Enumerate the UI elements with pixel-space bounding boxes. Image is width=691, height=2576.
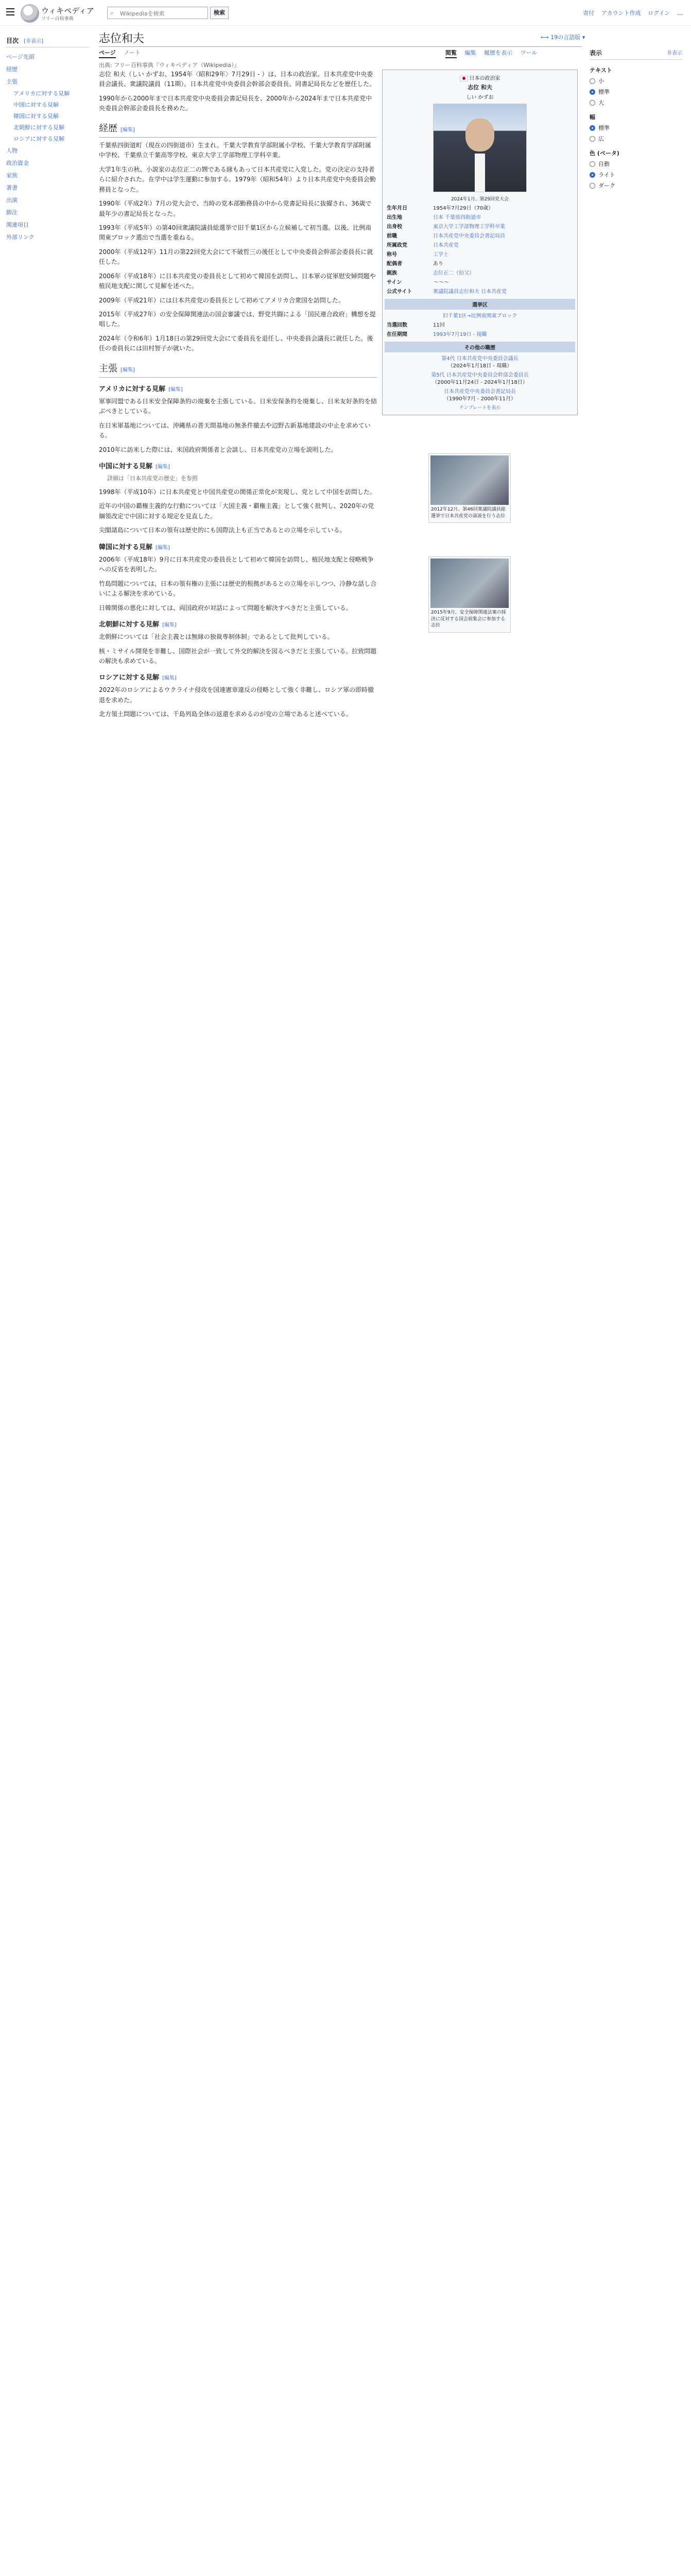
site-sub: 出典: フリー百科事典『ウィキペディア（Wikipedia）』 (99, 62, 240, 69)
views-paragraph: 日韓関係の悪化に対しては、両国政府が対話によって問題を解決すべきだと主張している。 (99, 604, 352, 612)
career-paragraph: 2006年（平成18年）に日本共産党の委員長として初めて韓国を訪問し、日本軍の従軍慰安婦問題や植民地支配に関して見解を述べた。 (99, 272, 376, 290)
infobox-row: 当選回数 11回 (387, 323, 445, 328)
edit-section-link[interactable]: [編集] (162, 622, 177, 629)
article-body (99, 70, 377, 724)
radio-checked-icon (590, 89, 595, 95)
main-menu-icon[interactable] (6, 8, 14, 15)
views-paragraph: 2006年（平成18年）9月に日本共産党の委員長として初めて韓国を訪問し、植民地支配と侵略戦争への反省を表明した。 (99, 555, 374, 573)
tab-page[interactable]: ページ (99, 49, 116, 58)
main-article-note[interactable]: 詳細は「日本共産党の歴史」を参照 (107, 475, 198, 482)
color-dark[interactable]: ダーク (590, 181, 682, 190)
view-tabs (445, 48, 543, 57)
radio-checked-icon (590, 172, 595, 178)
search-button[interactable]: 検索 (210, 7, 229, 19)
radio-icon (590, 183, 595, 189)
views-paragraph: 尖閣諸島について日本の領有は歴史的にも国際法上も正当であるとの立場を示している。 (99, 527, 346, 534)
career-paragraph: 2024年（令和6年）1月18日の第29回党大会にて委員長を退任し、中央委員会議長に就任した。後任の委員長には田村智子が就いた。 (99, 334, 373, 352)
views-paragraph: 北方領土問題については、千島列島全体の返還を求めるのが党の立場であると述べている。 (99, 710, 352, 718)
career-paragraph: 1993年（平成5年）の第40回衆議院議員総選挙で旧千葉1区から立候補して初当選。以後、比例南関東ブロック選出で当選を重ねる。 (99, 224, 372, 242)
site-tagline: フリー百科事典 (41, 16, 74, 22)
edit-section-link[interactable]: [編集] (162, 675, 177, 682)
tab-tools[interactable]: ツール (520, 49, 538, 56)
toc-title: 目次 [非表示] (6, 36, 89, 47)
infobox-category: 日本の政治家 (385, 74, 575, 81)
width-standard[interactable]: 標準 (590, 124, 682, 132)
radio-icon (590, 78, 595, 84)
views-paragraph: 北朝鮮については「社会主義とは無縁の独裁専制体制」であるとして批判している。 (99, 633, 334, 641)
infobox-row: 前職 日本共産党中央委員会書記局員 (387, 233, 505, 239)
create-account-link[interactable]: アカウント作成 (601, 10, 641, 16)
toc-subitem-russia[interactable]: ロシアに対する見解 (13, 135, 64, 142)
radio-checked-icon (590, 125, 595, 131)
toc-item-appearances[interactable]: 出演 (6, 197, 18, 204)
text-size-small[interactable]: 小 (590, 77, 682, 85)
toc-subitem-china[interactable]: 中国に対する見解 (13, 101, 59, 108)
search-icon: ⌕ (110, 9, 114, 16)
section-heading-career: 経歴 [編集] (99, 121, 377, 138)
table-of-contents (6, 36, 89, 243)
site-header (0, 0, 691, 26)
toc-hide-button[interactable]: [非表示] (24, 39, 44, 44)
text-size-large[interactable]: 大 (590, 98, 682, 107)
namespace-tabs (99, 48, 147, 57)
toc-item-top[interactable]: ページ先頭 (6, 54, 34, 60)
career-paragraph: 千葉県四街道町（現在の四街道市）生まれ。千葉大学教育学部附属小学校、千葉大学教育学部附属中学校、千葉県立千葉高等学校、東京大学工学部物理工学科卒業。 (99, 141, 371, 159)
toc-item-family[interactable]: 家族 (6, 172, 18, 179)
wikipedia-logo[interactable] (21, 4, 39, 23)
japan-flag-icon (460, 76, 468, 81)
other-posts-band: その他の職歴 (385, 342, 575, 352)
radio-icon (590, 161, 595, 167)
color-label: 色 (ベータ) (590, 150, 619, 157)
subsection-heading-korea: 韓国に対する見解 [編集] (99, 543, 170, 551)
infobox-row: 称号 工学士 (387, 252, 448, 258)
tab-talk[interactable]: ノート (124, 49, 141, 56)
donate-link[interactable]: 寄付 (583, 10, 595, 16)
section-heading-views: 主張 [編集] (99, 361, 377, 378)
subsection-heading-us: アメリカに対する見解 [編集] (99, 385, 183, 393)
edit-section-link[interactable]: [編集] (120, 367, 135, 373)
infobox-row: 親族 志位正二（伯父） (387, 270, 474, 276)
edit-section-link[interactable]: [編集] (168, 386, 183, 393)
infobox-kana: しい かずお (466, 95, 494, 100)
edit-section-link[interactable]: [編集] (156, 545, 170, 551)
views-paragraph: 核・ミサイル開発を非難し、国際社会が一致して外交的解決を図るべきだと主張している。拉致問題の解決も求めている。 (99, 647, 377, 665)
thumbnail-image[interactable] (430, 455, 509, 505)
tab-edit[interactable]: 編集 (464, 49, 476, 56)
infobox (382, 70, 578, 415)
text-size-label: テキスト (590, 67, 612, 74)
other-post: 日本共産党中央委員会書記局長 （1990年7月 - 2000年11月） (444, 389, 516, 402)
toc-item-funds[interactable]: 政治資金 (6, 160, 29, 166)
intro-paragraph: 1990年から2000年まで日本共産党中央委員会書記局長を、2000年から2024年まで日本共産党中央委員会幹部会委員長を務めた。 (99, 94, 372, 112)
page-title: 志位和夫 (99, 32, 145, 45)
views-paragraph: 軍事同盟である日米安全保障条約の廃棄を主張している。日米安保条約を廃棄し、日米友好条約を結ぶべきとしている。 (99, 397, 377, 415)
template-link[interactable]: テンプレートを表示 (459, 405, 501, 411)
account-links (578, 9, 683, 17)
career-paragraph: 大学1年生の秋、小説家の志位正二の甥である縁もあって日本共産党に入党した。党の決定の支持者らに紹介された。在学中は学生運動に参加する。1979年（昭和54年）より日本共産党中央委員会勤務員となった。 (99, 165, 376, 193)
language-selector[interactable]: ⟷ 19の言語版 ▾ (541, 34, 585, 41)
width-label: 幅 (590, 114, 595, 121)
search-box[interactable] (107, 7, 208, 19)
tab-history[interactable]: 履歴を表示 (484, 49, 512, 56)
career-paragraph: 2009年（平成21年）には日本共産党の委員長として初めてアメリカ合衆国を訪問した。 (99, 296, 344, 304)
infobox-row: 出生地 日本 千葉県四街道市 (387, 215, 481, 221)
appearance-title: 表示 非表示 (590, 48, 682, 60)
search-input[interactable] (119, 8, 208, 19)
district-value[interactable]: 旧千葉1区→比例南関東ブロック (442, 313, 517, 319)
views-paragraph: 近年の中国の覇権主義的な行動については「大国主義・覇権主義」として強く批判し、2020年の党綱領改定で中国に対する規定を見直した。 (99, 502, 374, 520)
toc-item-person[interactable]: 人物 (6, 147, 18, 154)
infobox-name: 志位 和夫 (468, 84, 492, 91)
signature-image: ～～～ (433, 280, 448, 285)
toc-item-views[interactable]: 主張 (6, 78, 18, 85)
toc-item-books[interactable]: 著書 (6, 184, 18, 191)
login-link[interactable]: ログイン (648, 10, 670, 16)
infobox-row: 生年月日 1954年7月29日（70歳） (387, 206, 494, 211)
tab-read[interactable]: 閲覧 (445, 49, 457, 58)
subsection-heading-china: 中国に対する見解 [編集] (99, 463, 170, 471)
toc-item-notes[interactable]: 脚注 (6, 209, 18, 216)
toc-item-career[interactable]: 経歴 (6, 66, 18, 73)
views-paragraph: 在日米軍基地については、沖縄県の普天間基地の無条件撤去や辺野古新基地建設の中止を求めている。 (99, 421, 371, 439)
width-wide[interactable]: 広 (590, 134, 682, 143)
appearance-panel (590, 48, 682, 192)
infobox-row: 所属政党 日本共産党 (387, 243, 459, 248)
toc-item-related[interactable]: 関連項目 (6, 222, 29, 228)
views-paragraph: 2022年のロシアによるウクライナ侵攻を国連憲章違反の侵略として強く非難し、ロシア軍の即時撤退を求めた。 (99, 686, 374, 704)
views-paragraph: 1998年（平成10年）に日本共産党と中国共産党の関係正常化が実現し、党として中国を訪問した。 (99, 488, 376, 496)
more-icon[interactable]: … (677, 10, 683, 16)
district-band: 選挙区 (385, 299, 575, 310)
portrait-caption: 2024年1月、第29回党大会 (451, 197, 509, 202)
title-divider (99, 46, 582, 47)
infobox-row: 出身校 東京大学工学部物理工学科卒業 (387, 224, 505, 230)
career-paragraph: 2015年（平成27年）の安全保障関連法の国会審議では、野党共闘による「国民連合政府」構想を提唱した。 (99, 311, 376, 328)
edit-section-link[interactable]: [編集] (120, 127, 135, 133)
toc-subitem-korea[interactable]: 韓国に対する見解 (13, 113, 59, 120)
color-light[interactable]: ライト (590, 171, 682, 179)
subsection-heading-north-korea: 北朝鮮に対する見解 [編集] (99, 621, 177, 629)
toc-item-external[interactable]: 外部リンク (6, 234, 34, 241)
portrait-image[interactable] (433, 104, 527, 192)
text-size-standard[interactable]: 標準 (590, 88, 682, 96)
infobox-row: サイン ～～～ (385, 278, 575, 287)
infobox-row: 配偶者 あり (387, 261, 443, 267)
views-paragraph: 2010年に訪米した際には、米国政府関係者と会談し、日本共産党の立場を説明した。 (99, 446, 337, 453)
career-paragraph: 2000年（平成12年）11月の第22回党大会にて不破哲三の後任として中央委員会幹部会委員長に就任した。 (99, 248, 373, 266)
other-post: 第4代 日本共産党中央委員会議長 （2024年1月18日 - 現職） (441, 356, 519, 369)
radio-icon (590, 136, 595, 142)
toc-subitem-us[interactable]: アメリカに対する見解 (13, 90, 70, 97)
thumbnail-figure[interactable] (428, 556, 511, 633)
thumbnail-image[interactable] (430, 558, 509, 608)
radio-icon (590, 100, 595, 106)
other-post: 第5代 日本共産党中央委員会幹部会委員長 （2000年11月24日 - 2024年1月18日） (431, 372, 529, 385)
intro-paragraph: 志位 和夫（しい かずお、1954年〈昭和29年〉7月29日 - ）は、日本の政治家。日本共産党中央委員会議長、衆議院議員（11期）。日本共産党中央委員会幹部会委員長、同書記局長などを歴任した。 (99, 71, 376, 88)
thumbnail-caption: 2015年9月、安全保障関連法案の採決に反対する国会前集会に参加する志位 (431, 610, 506, 629)
thumbnail-caption: 2012年12月、第46回衆議院議員総選挙で日本共産党の演説を行う志位 (431, 507, 506, 519)
infobox-row: 公式サイト 衆議院議員志位和夫 日本共産党 (387, 289, 507, 295)
color-auto[interactable]: 自動 (590, 160, 682, 168)
career-paragraph: 1990年（平成2年）7月の党大会で、当時の党本部勤務員の中から党書記局長に抜擢され、36歳で最年少の書記局長となった。 (99, 200, 372, 217)
site-name[interactable]: ウィキペディア (41, 6, 94, 15)
appearance-hide-button[interactable]: 非表示 (667, 50, 682, 56)
thumbnail-figure[interactable] (428, 453, 511, 523)
views-paragraph: 竹島問題については、日本の領有権の主張には歴史的根拠があるとの立場を示しつつ、冷静な話し合いによる解決を求めている。 (99, 580, 377, 598)
toc-subitem-north-korea[interactable]: 北朝鮮に対する見解 (13, 124, 64, 131)
infobox-row: 在任期間 1993年7月19日 - 現職 (387, 332, 487, 337)
edit-section-link[interactable]: [編集] (156, 464, 170, 470)
subsection-heading-russia: ロシアに対する見解 [編集] (99, 674, 177, 682)
